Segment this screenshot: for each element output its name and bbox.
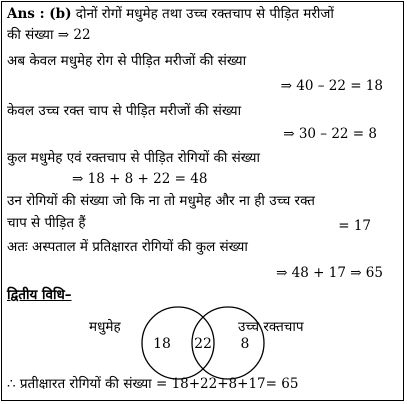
section-heading: द्वितीय विधि– [7, 287, 72, 303]
line-1-text: दोनों रोगों मधुमेह तथा उच्च रक्तचाप से पीड़ित मरीजों [71, 6, 334, 22]
venn-both: 22 [194, 336, 212, 352]
line-4: ⇒ 40 – 22 = 18 [280, 78, 383, 94]
line-14: ∴ प्रतीक्षारत रोगियों की संख्या = 18+22+8+17= 65 [7, 376, 299, 392]
line-10-value: = 17 [338, 218, 371, 234]
line-2: की संख्या ⇒ 22 [7, 27, 91, 43]
line-5: केवल उच्च रक्त चाप से पीड़ित मरीजों की संख्या [7, 103, 242, 119]
line-1 [7, 6, 334, 23]
answer-label: Ans : (b) [7, 6, 72, 22]
venn-left-label: मधुमेह [89, 319, 121, 335]
line-7: कुल मधुमेह एवं रक्तचाप से पीड़ित रोगियों की संख्या [7, 150, 260, 166]
line-11: अतः अस्पताल में प्रतिक्षारत रोगियों की कुल संख्या [7, 239, 248, 255]
line-3: अब केवल मधुमेह रोग से पीड़ित मरीजों की संख्या [7, 53, 247, 69]
venn-right-label: उच्च रक्तचाप [238, 319, 304, 335]
line-8: ⇒ 18 + 8 + 22 = 48 [72, 171, 208, 187]
venn-left-only: 18 [153, 336, 171, 352]
line-10: चाप से पीड़ित हैं [7, 215, 86, 231]
line-9: उन रोगियों की संख्या जो कि ना तो मधुमेह और ना ही उच्च रक्त [7, 193, 316, 209]
line-12: ⇒ 48 + 17 ⇒ 65 [276, 265, 383, 281]
line-6: ⇒ 30 – 22 = 8 [283, 126, 377, 142]
venn-right-only: 8 [240, 336, 250, 352]
